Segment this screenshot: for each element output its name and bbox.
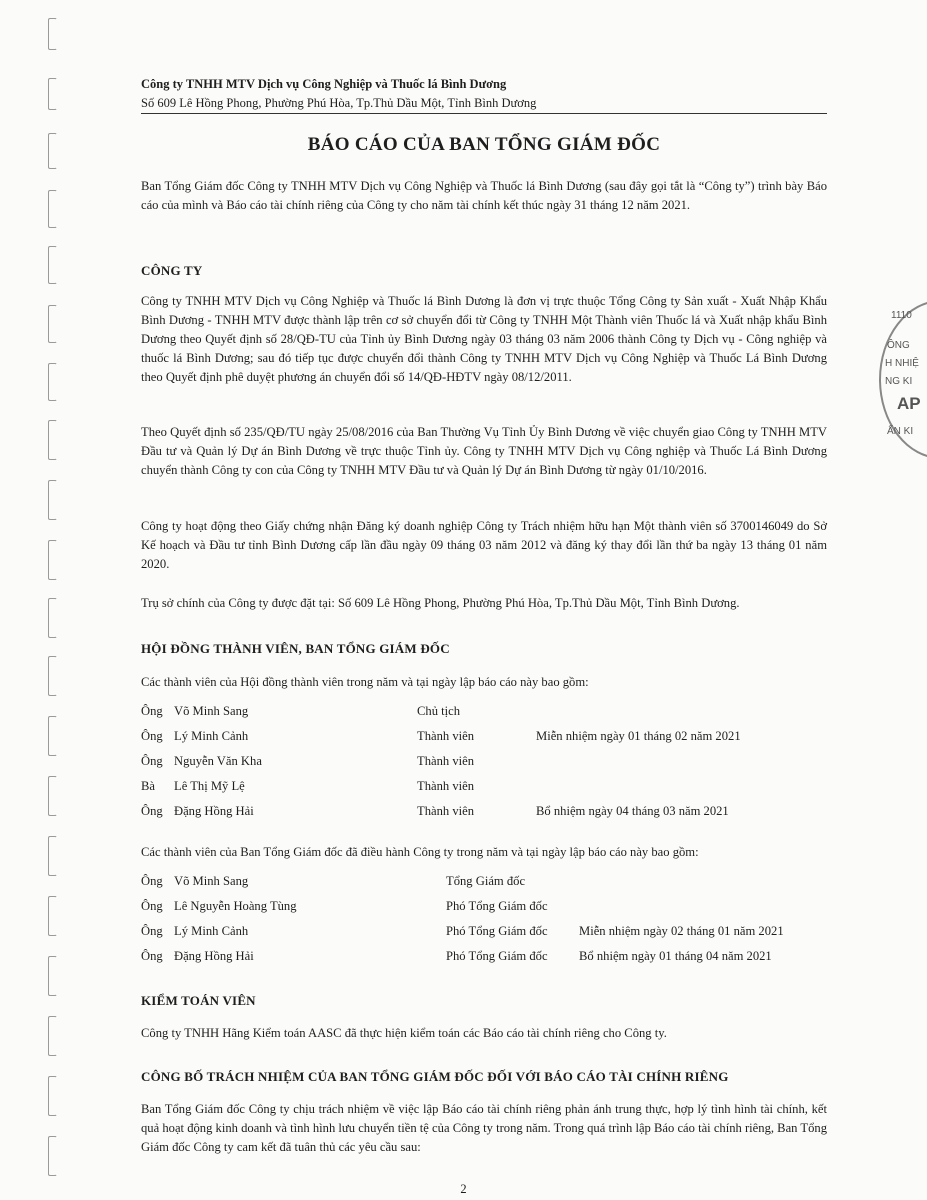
page-number: 2 [460, 1182, 467, 1196]
member-role: Thành viên [417, 804, 475, 818]
member-role: Phó Tổng Giám đốc [446, 899, 548, 913]
binder-ring [48, 836, 57, 876]
management-member-row [141, 921, 827, 941]
seal-text: AP [897, 394, 921, 413]
council-member-row [141, 701, 827, 721]
binder-ring [48, 598, 57, 638]
member-note: Miễn nhiệm ngày 02 tháng 01 năm 2021 [579, 924, 784, 938]
member-name: Nguyễn Văn Kha [174, 754, 262, 768]
council-member-row [141, 801, 827, 821]
member-name: Võ Minh Sang [174, 874, 249, 888]
binder-margin [38, 0, 68, 1200]
binder-ring [48, 133, 57, 169]
binder-ring [48, 78, 57, 110]
member-title: Ông [141, 949, 163, 963]
member-note: Bổ nhiệm ngày 01 tháng 04 năm 2021 [579, 949, 772, 963]
member-name: Lý Minh Cảnh [174, 729, 249, 743]
member-name: Lê Nguyễn Hoàng Tùng [174, 899, 297, 913]
member-title: Ông [141, 924, 163, 938]
member-name: Võ Minh Sang [174, 704, 249, 718]
member-name: Lý Minh Cảnh [174, 924, 249, 938]
company-seal-stamp [857, 300, 927, 460]
member-title: Ông [141, 874, 163, 888]
binder-ring [48, 18, 57, 50]
management-intro: Các thành viên của Ban Tổng Giám đốc đã điều hành Công ty trong năm và tại ngày lập báo cáo này bao gồm: [141, 845, 699, 859]
section-heading-auditor: KIỂM TOÁN VIÊN [141, 993, 256, 1008]
company-paragraph: Công ty hoạt động theo Giấy chứng nhận Đăng ký doanh nghiệp Công ty Trách nhiệm hữu hạn Một thành viên số 3700146049 do Sở Kế hoạch và Đầu tư tỉnh Bình Dương cấp lần đầu ngày 09 tháng 03 năm 2012 và đăng ký thay đổi lần thứ ba ngày 13 tháng 01 năm 2020. [141, 519, 827, 571]
management-member-row [141, 896, 827, 916]
member-role: Phó Tổng Giám đốc [446, 924, 548, 938]
member-title: Ông [141, 729, 163, 743]
binder-ring [48, 1016, 57, 1056]
council-member-row [141, 726, 827, 746]
company-paragraph: Trụ sở chính của Công ty được đặt tại: Số 609 Lê Hồng Phong, Phường Phú Hòa, Tp.Thủ Dầu Một, Tỉnh Bình Dương. [141, 596, 740, 610]
seal-text: NG KI [885, 376, 913, 387]
auditor-paragraph: Công ty TNHH Hãng Kiểm toán AASC đã thực hiện kiểm toán các Báo cáo tài chính riêng cho Công ty. [141, 1026, 667, 1040]
member-title: Ông [141, 704, 163, 718]
header-company-name: Công ty TNHH MTV Dịch vụ Công Nghiệp và Thuốc lá Bình Dương [141, 77, 507, 91]
member-role: Thành viên [417, 754, 475, 768]
member-note: Bổ nhiệm ngày 04 tháng 03 năm 2021 [536, 804, 729, 818]
section-heading-company: CÔNG TY [141, 263, 203, 278]
binder-ring [48, 1136, 57, 1176]
seal-text: ÔNG [887, 340, 910, 351]
member-title: Bà [141, 779, 155, 793]
council-intro: Các thành viên của Hội đồng thành viên trong năm và tại ngày lập báo cáo này bao gồm: [141, 675, 589, 689]
member-role: Phó Tổng Giám đốc [446, 949, 548, 963]
responsibility-paragraph: Ban Tổng Giám đốc Công ty chịu trách nhiệm về việc lập Báo cáo tài chính riêng phản ánh trung thực, hợp lý tình hình tài chính, kết quả hoạt động kinh doanh và tình hình lưu chuyển tiền tệ của Công ty trong năm. Trong quá trình lập Báo cáo tài chính riêng, Ban Tổng Giám đốc Công ty cam kết đã tuân thủ các yêu cầu sau: [141, 1102, 827, 1154]
management-member-row [141, 946, 827, 966]
binder-ring [48, 363, 57, 401]
binder-ring [48, 1076, 57, 1116]
binder-ring [48, 480, 57, 520]
binder-ring [48, 956, 57, 996]
member-role: Thành viên [417, 779, 475, 793]
member-name: Đặng Hồng Hải [174, 804, 254, 818]
company-paragraph: Công ty TNHH MTV Dịch vụ Công Nghiệp và Thuốc lá Bình Dương là đơn vị trực thuộc Tổng Công ty Sản xuất - Xuất Nhập Khẩu Bình Dương - TNHH MTV được thành lập trên cơ sở chuyển đổi từ Công ty TNHH Một Thành viên Thuốc lá và Xuất nhập khẩu Bình Dương theo Quyết định số 28/QĐ-TU của Tỉnh ủy Bình Dương ngày 03 tháng 03 năm 2006 thành Công ty Dịch vụ - Công nghiệp và thuốc lá Bình Dương; sau đó tiếp tục được chuyển đổi thành Công ty TNHH MTV Dịch vụ Công Nghiệp và Thuốc Lá Bình Dương theo Quyết định phê duyệt phương án chuyển đổi số 14/QĐ-HĐTV ngày 08/12/2011. [141, 294, 827, 384]
member-role: Tổng Giám đốc [446, 874, 526, 888]
report-title: BÁO CÁO CỦA BAN TỔNG GIÁM ĐỐC [307, 134, 661, 155]
binder-ring [48, 656, 57, 696]
binder-ring [48, 190, 57, 228]
section-heading-responsibility: CÔNG BỐ TRÁCH NHIỆM CỦA BAN TỔNG GIÁM ĐỐC ĐỐI VỚI BÁO CÁO TÀI CHÍNH RIÊNG [141, 1069, 729, 1084]
binder-ring [48, 896, 57, 936]
section-heading-board: HỘI ĐỒNG THÀNH VIÊN, BAN TỔNG GIÁM ĐỐC [141, 641, 450, 656]
intro-paragraph: Ban Tổng Giám đốc Công ty TNHH MTV Dịch vụ Công Nghiệp và Thuốc lá Bình Dương (sau đây gọi tắt là “Công ty”) trình bày Báo cáo của mình và Báo cáo tài chính riêng của Công ty cho năm tài chính kết thúc ngày 31 tháng 12 năm 2021. [141, 179, 827, 212]
binder-ring [48, 246, 57, 284]
company-paragraph: Theo Quyết định số 235/QĐ/TU ngày 25/08/2016 của Ban Thường Vụ Tỉnh Ủy Bình Dương về việc chuyển giao Công ty TNHH MTV Đầu tư và Quản lý Dự án Bình Dương về trực thuộc Tỉnh ủy. Công ty TNHH MTV Dịch vụ Công nghiệp và Thuốc Lá Bình Dương chuyển thành Công ty con của Công ty TNHH MTV Đầu tư và Quản lý Dự án Bình Dương từ ngày 01/10/2016. [141, 425, 827, 477]
document-header [141, 74, 827, 114]
seal-text: ẤN KI [887, 426, 914, 437]
council-member-row [141, 776, 827, 796]
member-role: Chủ tịch [417, 704, 461, 718]
binder-ring [48, 420, 57, 460]
binder-ring [48, 305, 57, 343]
member-title: Ông [141, 899, 163, 913]
member-note: Miễn nhiệm ngày 01 tháng 02 năm 2021 [536, 729, 741, 743]
member-title: Ông [141, 754, 163, 768]
member-name: Đặng Hồng Hải [174, 949, 254, 963]
member-role: Thành viên [417, 729, 475, 743]
binder-ring [48, 540, 57, 580]
council-member-row [141, 751, 827, 771]
member-title: Ông [141, 804, 163, 818]
management-member-row [141, 871, 827, 891]
seal-text: 1110 [891, 310, 912, 321]
seal-text: H NHIỆ [885, 358, 919, 369]
header-address: Số 609 Lê Hồng Phong, Phường Phú Hòa, Tp.Thủ Dầu Một, Tỉnh Bình Dương [141, 94, 827, 114]
binder-ring [48, 776, 57, 816]
member-name: Lê Thị Mỹ Lệ [174, 779, 245, 793]
binder-ring [48, 716, 57, 756]
